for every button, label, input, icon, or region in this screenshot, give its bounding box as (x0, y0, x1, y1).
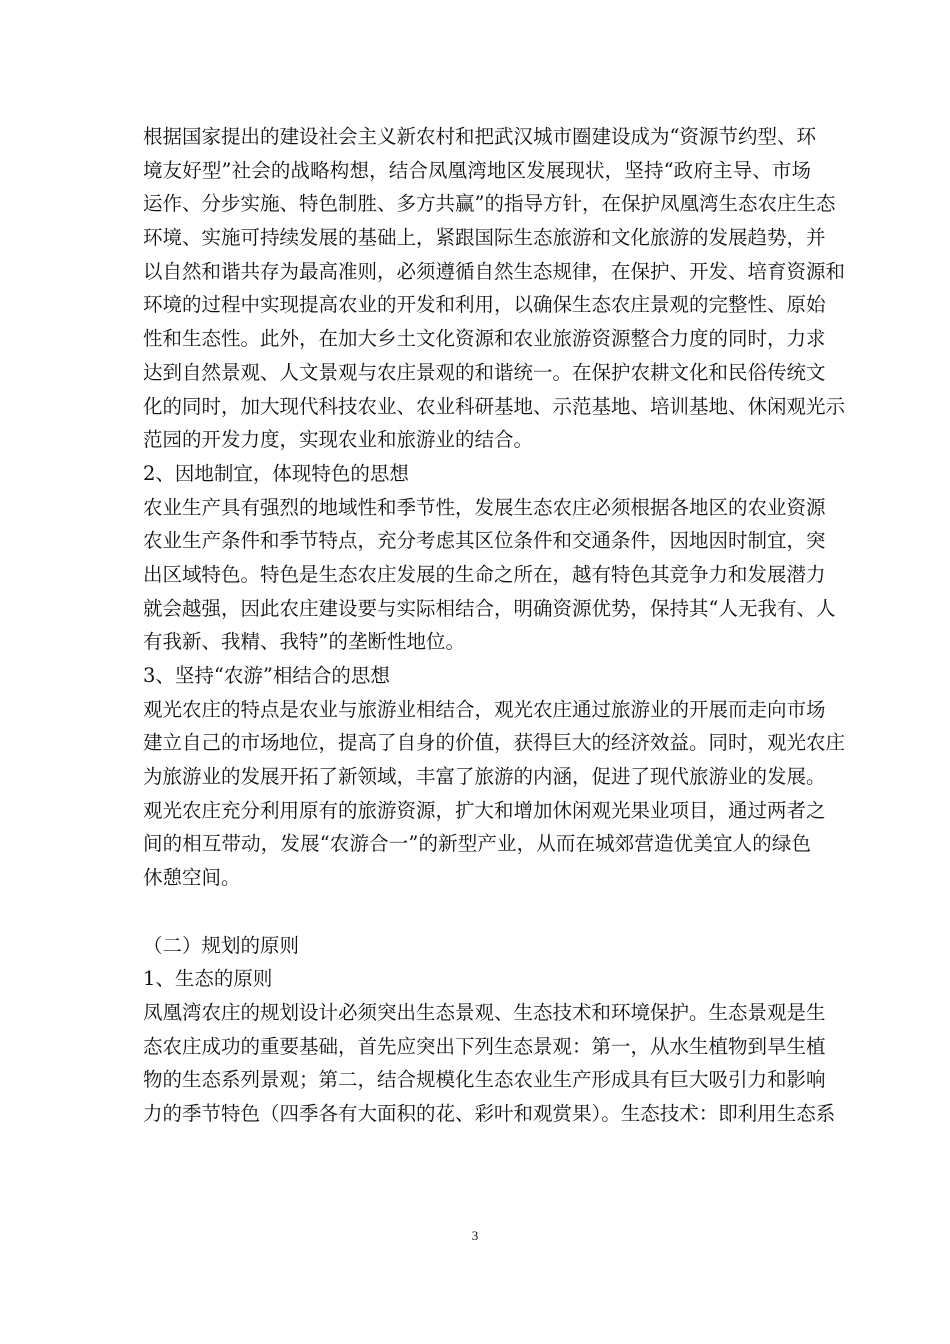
paragraph (143, 120, 846, 457)
text-line: 根据国家提出的建设社会主义新农村和把武汉城市圈建设成为“资源节约型、环 (143, 125, 816, 148)
text-line: 出区域特色。特色是生态农庄发展的生命之所在，越有特色其竞争力和发展潜力 (143, 562, 826, 586)
section-heading (143, 929, 811, 963)
paragraph (143, 491, 836, 659)
text-line: 间的相互带动，发展“农游合一”的新型产业，从而在城郊营造优美宜人的绿色 (143, 832, 811, 856)
text-line: 有我新、我精、我特”的垄断性地位。 (143, 630, 465, 654)
text-line: 态农庄成功的重要基础，首先应突出下列生态景观：第一，从水生植物到旱生植 (143, 1034, 826, 1058)
text-line: 为旅游业的发展开拓了新领域，丰富了旅游的内涵，促进了现代旅游业的发展。 (143, 765, 826, 789)
text-line: 环境、实施可持续发展的基础上，紧跟国际生态旅游和文化旅游的发展趋势，并 (143, 226, 826, 250)
text-line: 力的季节特色（四季各有大面积的花、彩叶和观赏果）。生态技术：即利用生态系 (143, 1101, 836, 1125)
page-number: 3 (471, 1228, 479, 1243)
text-line: 就会越强，因此农庄建设要与实际相结合，明确资源优势，保持其“人无我有、人 (143, 596, 836, 620)
text-line: 凤凰湾农庄的规划设计必须突出生态景观、生态技术和环境保护。生态景观是生 (143, 1000, 826, 1024)
text-line: （二）规划的原则 (143, 933, 300, 957)
text-line: 观光农庄充分利用原有的旅游资源，扩大和增加休闲观光果业项目，通过两者之 (143, 798, 826, 822)
section-heading (143, 962, 811, 996)
paragraph (143, 996, 836, 1131)
text-line: 建立自己的市场地位，提高了自身的价值，获得巨大的经济效益。同时，观光农庄 (143, 731, 846, 755)
text-line: 范园的开发力度，实现农业和旅游业的结合。 (143, 428, 534, 452)
text-line: 1、生态的原则 (143, 967, 273, 991)
text-line: 达到自然景观、人文景观与农庄景观的和谐统一。在保护农耕文化和民俗传统文 (143, 360, 826, 384)
text-line: 环境的过程中实现提高农业的开发和利用，以确保生态农庄景观的完整性、原始 (143, 293, 826, 317)
text-line: 2、因地制宜，体现特色的思想 (143, 461, 409, 485)
text-line: 境友好型”社会的战略构想，结合凤凰湾地区发展现状，坚持“政府主导、市场 (143, 158, 811, 182)
text-line: 以自然和谐共存为最高准则，必须遵循自然生态规律，在保护、开发、培育资源和 (143, 259, 846, 283)
section-heading (143, 659, 811, 693)
text-line: 观光农庄的特点是农业与旅游业相结合，观光农庄通过旅游业的开展而走向市场 (143, 697, 826, 721)
text-line: 性和生态性。此外，在加大乡土文化资源和农业旅游资源整合力度的同时，力求 (143, 327, 826, 351)
text-line: 3、坚持“农游”相结合的思想 (143, 664, 390, 687)
paragraph (143, 693, 846, 895)
text-line: 农业生产条件和季节特点，充分考虑其区位条件和交通条件，因地因时制宜，突 (143, 529, 826, 553)
text-line: 农业生产具有强烈的地域性和季节性，发展生态农庄必须根据各地区的农业资源 (143, 495, 826, 519)
text-line: 运作、分步实施、特色制胜、多方共赢”的指导方针，在保护凤凰湾生态农庄生态 (143, 192, 836, 216)
section-heading (143, 457, 811, 491)
document-body (143, 120, 846, 1131)
text-line: 休憩空间。 (143, 866, 241, 890)
text-line: 物的生态系列景观；第二，结合规模化生态农业生产形成具有巨大吸引力和影响 (143, 1068, 826, 1092)
blank-line (143, 895, 811, 929)
text-line: 化的同时，加大现代科技农业、农业科研基地、示范基地、培训基地、休闲观光示 (143, 394, 846, 418)
